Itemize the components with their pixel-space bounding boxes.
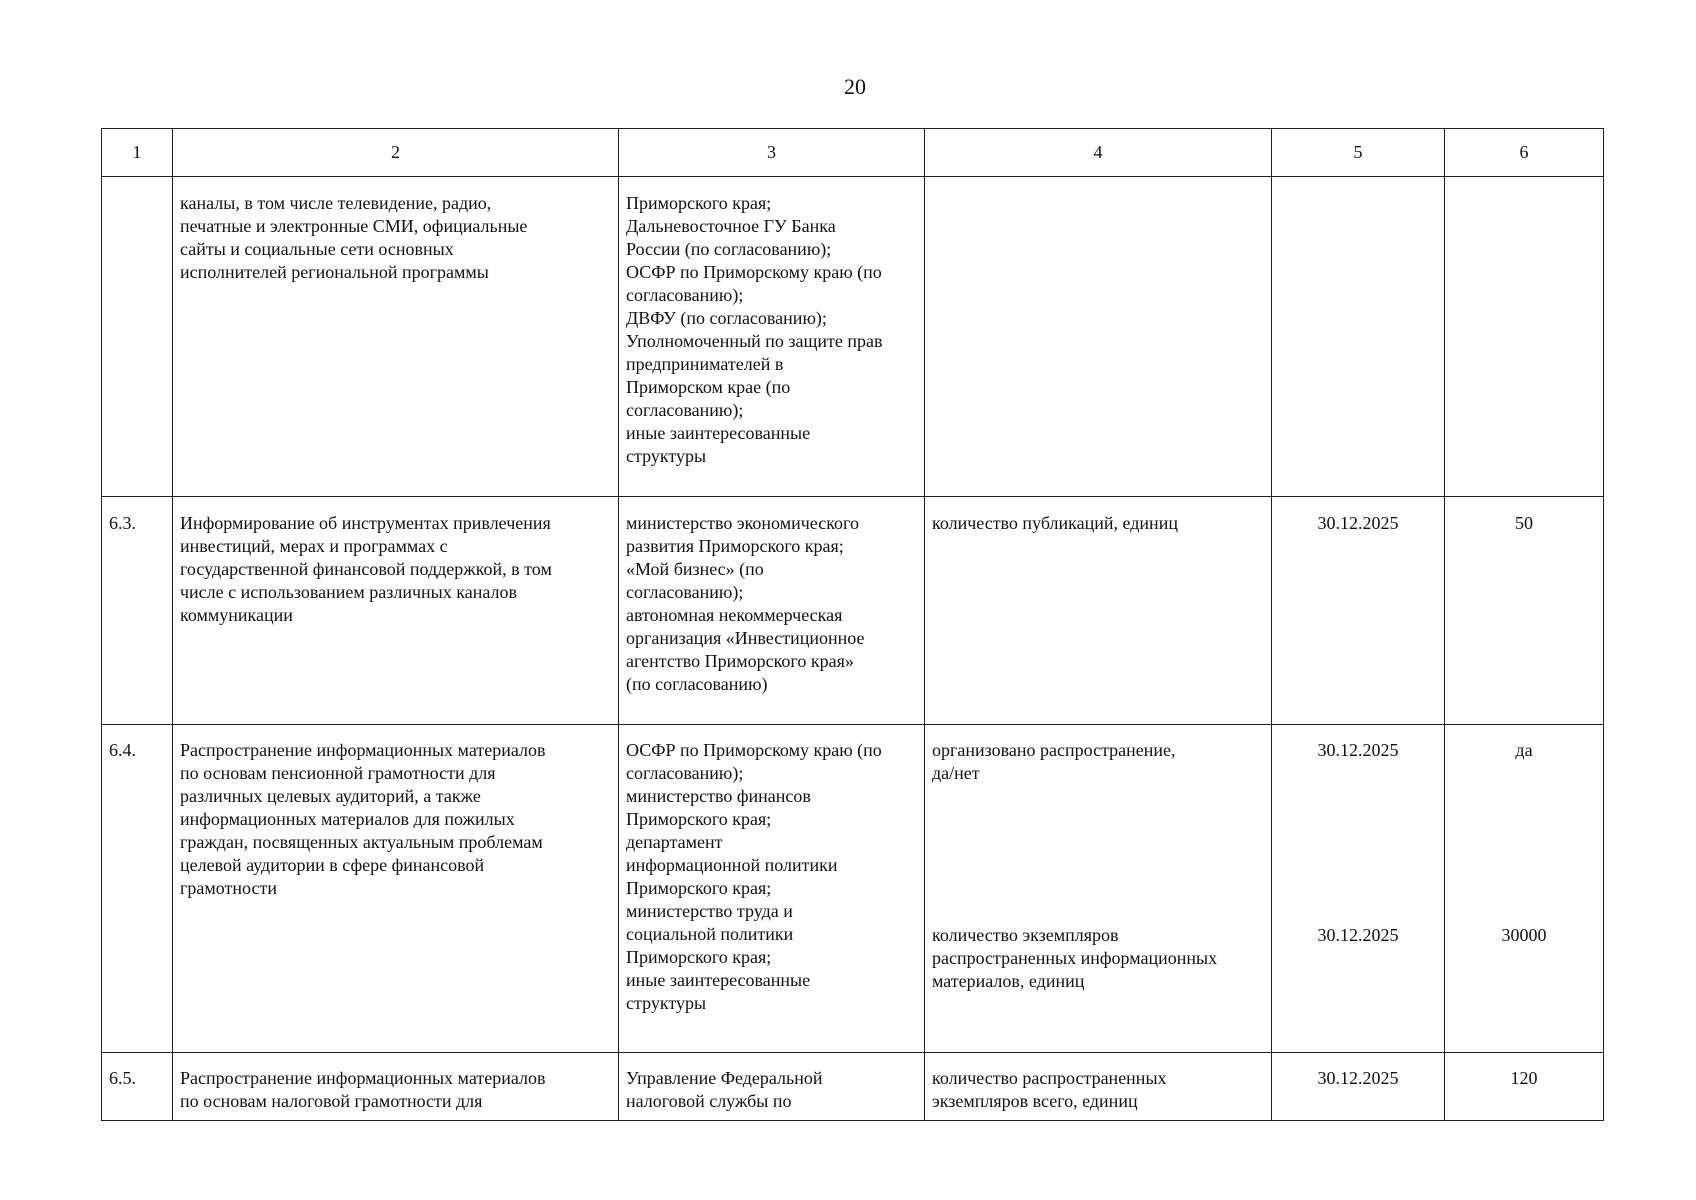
value-cell	[1445, 497, 1604, 725]
row-number-cell: 6.4.	[102, 725, 173, 1053]
executor-line: Приморского края;	[626, 809, 772, 829]
target-value: 120	[1510, 1068, 1538, 1088]
executor-line: Приморского края;	[626, 193, 772, 213]
executor-line: министерство труда и	[626, 901, 793, 921]
indicator-block	[932, 739, 1264, 785]
executor-line: министерство финансов	[626, 786, 811, 806]
indicator-line: да/нет	[932, 763, 980, 783]
executor-line: согласованию);	[626, 400, 744, 420]
indicator-line: экземпляров всего, единиц	[932, 1091, 1138, 1111]
spacer-line	[1452, 762, 1596, 785]
indicator-cell	[925, 725, 1272, 1053]
row-number-cell: 6.5.	[102, 1053, 173, 1121]
executor-line: автономная некоммерческая	[626, 605, 843, 625]
executor-line: иные заинтересованные	[626, 423, 811, 443]
description-line: государственной финансовой поддержкой, в том	[180, 559, 552, 579]
executors-cell	[619, 177, 925, 497]
description-line: граждан, посвященных актуальным проблемам	[180, 832, 543, 852]
date-block	[1279, 739, 1437, 785]
table-header-row	[102, 129, 1604, 177]
executor-line: ДВФУ (по согласованию);	[626, 308, 827, 328]
executor-line: департамент	[626, 832, 723, 852]
executor-line: информационной политики	[626, 855, 838, 875]
description-line: Информирование об инструментах привлечения	[180, 513, 551, 533]
executors-cell	[619, 725, 925, 1053]
indicator-cell	[925, 497, 1272, 725]
header-col-6: 6	[1445, 129, 1604, 177]
indicator-line: организовано распространение,	[932, 740, 1176, 760]
value-cell	[1445, 725, 1604, 1053]
header-col-5: 5	[1272, 129, 1445, 177]
description-line: целевой аудитории в сфере финансовой	[180, 855, 485, 875]
executor-line: ОСФР по Приморскому краю (по	[626, 262, 882, 282]
deadline-date: 30.12.2025	[1317, 1068, 1399, 1088]
executor-line: организация «Инвестиционное	[626, 628, 865, 648]
executor-line: агентство Приморского края»	[626, 651, 854, 671]
table-row	[102, 177, 1604, 497]
description-line: коммуникации	[180, 605, 293, 625]
header-col-2: 2	[173, 129, 619, 177]
executor-line: социальной политики	[626, 924, 794, 944]
value-cell	[1445, 1053, 1604, 1121]
executor-line: министерство экономического	[626, 513, 859, 533]
description-line: различных целевых аудиторий, а также	[180, 786, 481, 806]
indicator-cell	[925, 177, 1272, 497]
executor-line: России (по согласованию);	[626, 239, 832, 259]
date-cell	[1272, 177, 1445, 497]
deadline-date: 30.12.2025	[1317, 740, 1399, 760]
executor-line: предпринимателей в	[626, 354, 784, 374]
target-value: 30000	[1501, 925, 1547, 945]
deadline-date: 30.12.2025	[1317, 925, 1399, 945]
executor-line: согласованию);	[626, 763, 744, 783]
deadline-date: 30.12.2025	[1317, 513, 1399, 533]
row-number-cell	[102, 177, 173, 497]
value-block	[1452, 924, 1596, 947]
executor-line: Приморского края;	[626, 878, 772, 898]
executor-line: иные заинтересованные	[626, 970, 811, 990]
executors-cell	[619, 1053, 925, 1121]
description-cell	[173, 1053, 619, 1121]
page-number: 20	[844, 74, 866, 99]
description-line: Распространение информационных материалов	[180, 1068, 546, 1088]
executor-line: «Мой бизнес» (по	[626, 559, 764, 579]
indicator-line: количество распространенных	[932, 1068, 1167, 1088]
executor-line: Дальневосточное ГУ Банка	[626, 216, 836, 236]
executor-line: Приморского края;	[626, 947, 772, 967]
description-line: по основам налоговой грамотности для	[180, 1091, 483, 1111]
executor-line: ОСФР по Приморскому краю (по	[626, 740, 882, 760]
date-cell	[1272, 497, 1445, 725]
indicator-block	[932, 924, 1264, 993]
executor-line: налоговой службы по	[626, 1091, 792, 1111]
date-cell	[1272, 1053, 1445, 1121]
indicator-line: материалов, единиц	[932, 971, 1085, 991]
table-row	[102, 725, 1604, 1053]
row-number-cell: 6.3.	[102, 497, 173, 725]
executor-line: согласованию);	[626, 582, 744, 602]
indicator-line: распространенных информационных	[932, 948, 1218, 968]
description-line: грамотности	[180, 878, 277, 898]
target-value: да	[1515, 740, 1533, 760]
executor-line: структуры	[626, 993, 707, 1013]
table-row	[102, 1053, 1604, 1121]
executor-line: согласованию);	[626, 285, 744, 305]
description-line: сайты и социальные сети основных	[180, 239, 454, 259]
date-cell	[1272, 725, 1445, 1053]
description-cell	[173, 497, 619, 725]
description-line: информационных материалов для пожилых	[180, 809, 515, 829]
description-line: инвестиций, мерах и программах с	[180, 536, 448, 556]
table-row	[102, 497, 1604, 725]
value-block	[1452, 739, 1596, 785]
executor-line: структуры	[626, 446, 707, 466]
description-cell	[173, 177, 619, 497]
indicator-line: количество публикаций, единиц	[932, 513, 1178, 533]
description-cell	[173, 725, 619, 1053]
description-line: печатные и электронные СМИ, официальные	[180, 216, 528, 236]
indicator-line: количество экземпляров	[932, 925, 1119, 945]
description-line: числе с использованием различных каналов	[180, 582, 517, 602]
description-line: Распространение информационных материалов	[180, 740, 546, 760]
date-block	[1279, 924, 1437, 947]
measures-table	[101, 128, 1604, 1121]
header-col-3: 3	[619, 129, 925, 177]
spacer-line	[1279, 762, 1437, 785]
executor-line: Управление Федеральной	[626, 1068, 823, 1088]
description-line: каналы, в том числе телевидение, радио,	[180, 193, 492, 213]
executor-line: Приморском крае (по	[626, 377, 791, 397]
description-line: исполнителей региональной программы	[180, 262, 489, 282]
executor-line: (по согласованию)	[626, 674, 768, 694]
description-line: по основам пенсионной грамотности для	[180, 763, 496, 783]
executor-line: развития Приморского края;	[626, 536, 844, 556]
target-value: 50	[1515, 513, 1533, 533]
header-col-1: 1	[102, 129, 173, 177]
header-col-4: 4	[925, 129, 1272, 177]
value-cell	[1445, 177, 1604, 497]
indicator-cell	[925, 1053, 1272, 1121]
executor-line: Уполномоченный по защите прав	[626, 331, 883, 351]
executors-cell	[619, 497, 925, 725]
